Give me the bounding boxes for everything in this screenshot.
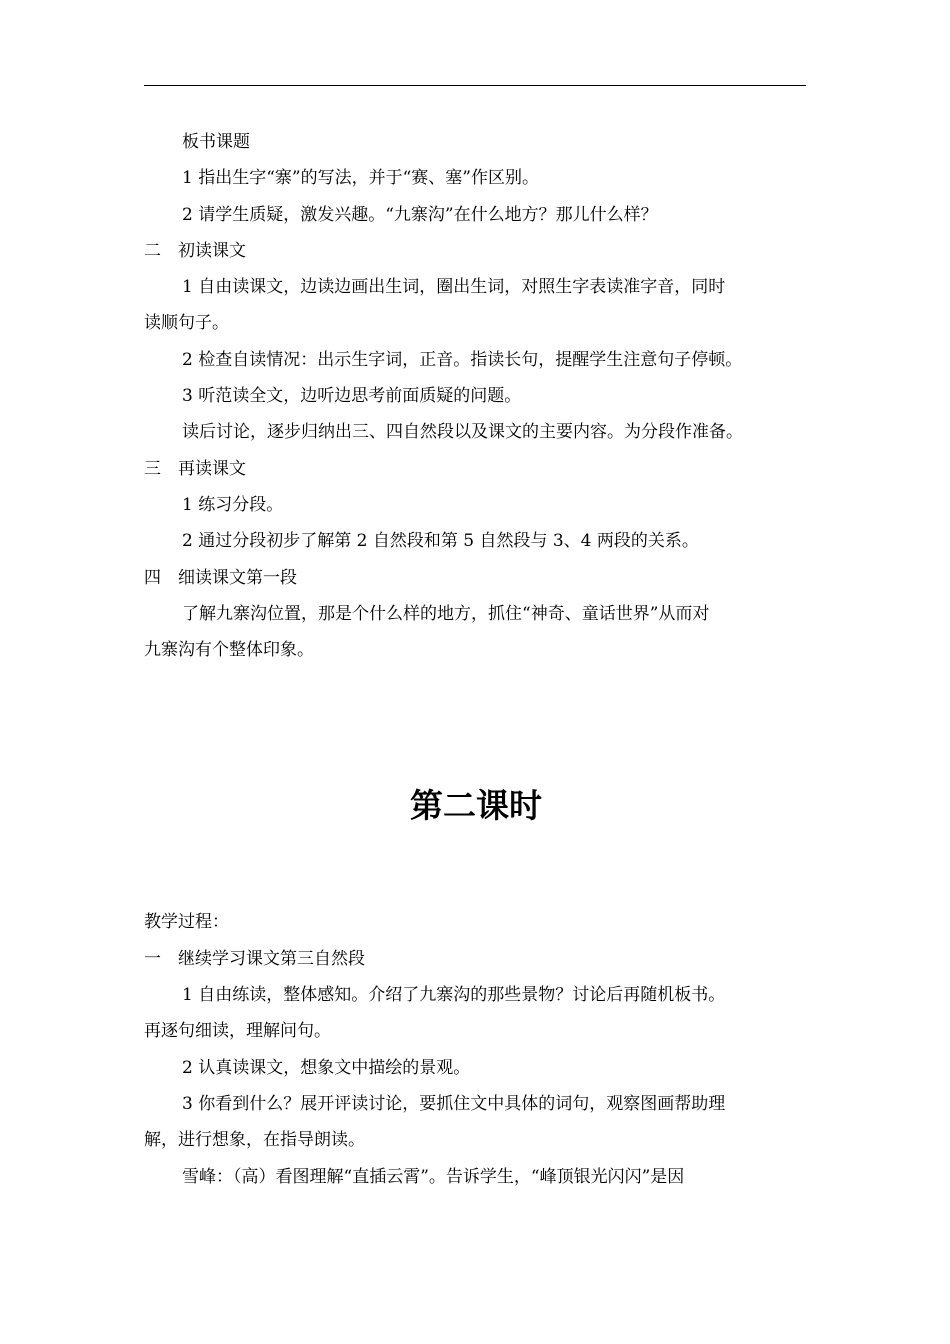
text-line: 读顺句子。 xyxy=(144,313,229,334)
section-two xyxy=(144,904,808,1194)
text-line: 再逐句细读，理解问句。 xyxy=(144,1021,331,1042)
text-line: 解，进行想象，在指导朗读。 xyxy=(144,1130,365,1151)
text-line: 1 指出生字“寨”的写法，并于“赛、塞”作区别。 xyxy=(182,168,539,189)
text-line: 1 练习分段。 xyxy=(182,494,284,515)
text-line: 2 请学生质疑，激发兴趣。“九寨沟”在什么地方？那儿什么样？ xyxy=(182,204,658,225)
header-rule xyxy=(144,85,806,86)
lesson-title: 第二课时 xyxy=(410,786,542,826)
text-line: 读后讨论，逐步归纳出三、四自然段以及课文的主要内容。为分段作准备。 xyxy=(182,422,743,443)
text-line: 教学过程： xyxy=(144,912,229,933)
text-line: 3 你看到什么？展开评读讨论，要抓住文中具体的词句，观察图画帮助理 xyxy=(182,1093,726,1114)
text-line: 2 通过分段初步了解第 2 自然段和第 5 自然段与 3、4 两段的关系。 xyxy=(182,531,699,552)
text-line: 2 认真读课文，想象文中描绘的景观。 xyxy=(182,1057,471,1078)
text-line: 了解九寨沟位置，那是个什么样的地方，抓住“神奇、童话世界”从而对 xyxy=(182,603,710,624)
text-line: 1 自由练读，整体感知。介绍了九寨沟的那些景物？讨论后再随机板书。 xyxy=(182,985,726,1006)
section-one xyxy=(144,124,808,668)
section-heading: 二 初读课文 xyxy=(144,240,246,261)
text-line: 3 听范读全文，边听边思考前面质疑的问题。 xyxy=(182,386,522,407)
text-line: 2 检查自读情况：出示生字词，正音。指读长句，提醒学生注意句子停顿。 xyxy=(182,349,743,370)
text-line: 雪峰：（高）看图理解“直插云霄”。告诉学生，“峰顶银光闪闪”是因 xyxy=(182,1166,685,1187)
text-line: 板书课题 xyxy=(182,132,250,152)
document-body xyxy=(144,124,808,1195)
section-heading: 一 继续学习课文第三自然段 xyxy=(144,948,365,969)
section-heading: 四 细读课文第一段 xyxy=(144,567,297,588)
text-line: 九寨沟有个整体印象。 xyxy=(144,640,314,661)
section-heading: 三 再读课文 xyxy=(144,458,246,479)
text-line: 1 自由读课文，边读边画出生词，圈出生词，对照生字表读准字音，同时 xyxy=(182,277,726,298)
